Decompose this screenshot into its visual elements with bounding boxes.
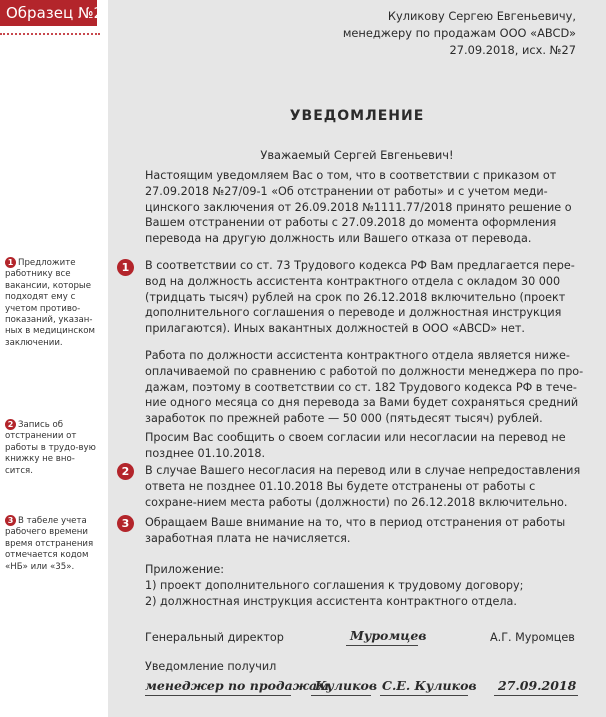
note-number-2: 2 [5, 419, 16, 430]
director-signature-line [346, 645, 418, 646]
paragraph-3: Работа по должности ассистента контрактного отдела является ниже-оплачиваемой по сравнению с работой по должности менеджера по про-дажам, поэтому в соответствии со ст. 182 Трудового кодекса РФ в тече-ние одного месяца со дня перевода за Вами будет сохраняться средний заработок по прежней работе — 50 000 (пятьдесят тысяч) рублей. [145, 349, 584, 426]
paragraph-4: Просим Вас сообщить о своем согласии или несогласии на перевод не позднее 01.10.2018. [145, 431, 566, 460]
receipt-signature-line [311, 695, 371, 696]
letter-sheet [108, 0, 606, 717]
marker-2: 2 [117, 463, 134, 480]
note-number-1: 1 [5, 257, 16, 268]
paragraph-6: Обращаем Ваше внимание на то, что в период отстранения от работы заработная плата не начисляется. [145, 516, 566, 545]
receipt-label: Уведомление получил [145, 660, 277, 673]
attachment-item-2: 2) должностная инструкция ассистента контрактного отдела. [145, 594, 517, 608]
note-number-3: 3 [5, 515, 16, 526]
receipt-name-line [380, 695, 468, 696]
director-signature: Муромцев [350, 628, 427, 643]
attachments-heading: Приложение: [145, 563, 224, 576]
note-text-3: В табеле учета рабочего времени время отстранения отмечается кодом «НБ» или «35». [5, 516, 94, 572]
receipt-signature: Куликов [315, 678, 378, 693]
receipt-position: менеджер по продажам [145, 678, 329, 693]
director-position: Генеральный директор [145, 631, 284, 644]
side-note-3 [5, 515, 97, 573]
receipt-position-line [145, 695, 291, 696]
paragraph-5: В случае Вашего несогласия на перевод или в случае непредоставления ответа не позднее 01.10.2018 Вы будете отстранены от работы с сохране-нием места работы (должности) по 26.12.2018 включительно. [145, 464, 581, 509]
sample-badge: Образец №2 [0, 0, 97, 26]
side-note-2 [5, 419, 97, 477]
receipt-date-line [494, 695, 578, 696]
attachments [145, 562, 585, 609]
side-note-1 [5, 257, 97, 349]
marker-1: 1 [117, 259, 134, 276]
marker-3: 3 [117, 515, 134, 532]
receipt-date: 27.09.2018 [498, 678, 577, 693]
paragraph-2: В соответствии со ст. 73 Трудового кодекса РФ Вам предлагается пере-вод на должность ассистента контрактного отдела с окладом 30 000 (тридцать тысяч) рублей на срок по 26.12.2018 включительно (проект дополнительного соглашения о переводе и должностная инструкция прилагаются). Иных вакантных должностей в ООО «ABCD» нет. [145, 259, 575, 336]
receipt-name: С.Е. Куликов [382, 678, 477, 693]
addressee-name: Куликову Сергею Евгеньевичу, [387, 9, 576, 23]
attachment-item-1: 1) проект дополнительного соглашения к трудовому договору; [145, 578, 524, 592]
addressee-position: менеджеру по продажам ООО «ABCD» [342, 26, 576, 40]
document-title: УВЕДОМЛЕНИЕ [289, 108, 425, 124]
addressee-block [343, 8, 576, 59]
dotted-divider [0, 33, 100, 35]
paragraph-1: Настоящим уведомляем Вас о том, что в соответствии с приказом от 27.09.2018 №27/09-1 «Об отстранении от работы» и с учетом меди-цинского заключения от 26.09.2018 №1111.77/2018 принято решение о Вашем отстранении от работы с 27.09.2018 до момента оформления перевода на другую должность или Вашего отказа от перевода. [145, 169, 572, 246]
director-name: А.Г. Муромцев [490, 631, 575, 644]
greeting: Уважаемый Сергей Евгеньевич! [260, 148, 454, 162]
note-text-1: Предложите работнику все вакансии, которые подходят ему с учетом противо-показаний, указан-ных в медицинском заключении. [5, 258, 96, 348]
outgoing-number: 27.09.2018, исх. №27 [449, 43, 576, 57]
note-text-2: Запись об отстранении от работы в трудо-вую книжку не вно-сится. [5, 420, 96, 476]
